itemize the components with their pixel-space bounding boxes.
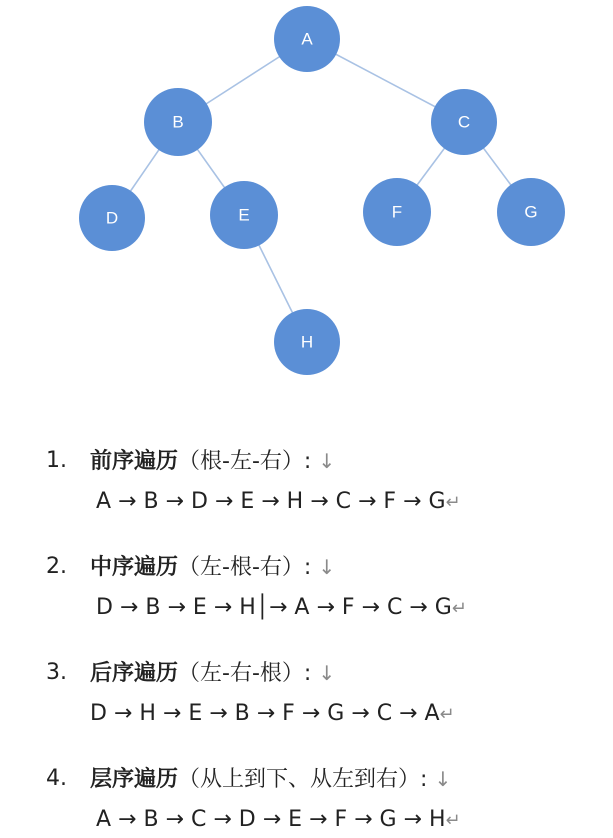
tree-node-d	[79, 185, 145, 251]
list-number: 4.	[46, 766, 67, 791]
tree-node-label: D	[105, 208, 119, 228]
traversal-heading	[90, 658, 335, 689]
traversal-sequence-line	[96, 805, 461, 836]
paragraph-mark-icon: ↵	[451, 598, 467, 619]
traversal-title: 层序遍历	[90, 767, 179, 792]
list-number: 1.	[46, 448, 67, 473]
tree-node-label: F	[391, 202, 403, 222]
tree-node-g	[497, 178, 565, 246]
tree-edges	[112, 39, 531, 342]
line-break-mark-icon: ↓	[434, 767, 452, 791]
tree-node-f	[363, 178, 431, 246]
traversal-sequence-line	[90, 699, 455, 730]
traversal-sequence: A → B → C → D → E → F → G → H	[96, 807, 446, 832]
binary-tree-diagram	[0, 0, 613, 400]
tree-nodes	[79, 6, 565, 375]
traversal-sequence-line	[96, 593, 467, 624]
tree-node-label: C	[457, 112, 471, 132]
traversal-sequence: D → H → E → B → F → G → C → A	[90, 701, 440, 726]
tree-node-label: G	[524, 202, 538, 222]
traversal-order-note: （从上到下、从左到右）:	[178, 767, 428, 792]
paragraph-mark-icon: ↵	[445, 492, 461, 513]
traversal-order-note: （左-右-根）:	[178, 661, 312, 686]
traversal-heading	[90, 552, 335, 583]
list-number: 2.	[46, 554, 67, 579]
tree-node-label: E	[238, 205, 250, 225]
tree-node-label: H	[300, 332, 314, 352]
paragraph-mark-icon: ↵	[445, 810, 461, 831]
traversal-title: 后序遍历	[90, 661, 179, 686]
tree-node-label: B	[172, 112, 184, 132]
paragraph-mark-icon: ↵	[439, 704, 455, 725]
traversal-order-note: （左-根-右）:	[178, 555, 312, 580]
line-break-mark-icon: ↓	[318, 449, 336, 473]
line-break-mark-icon: ↓	[318, 661, 336, 685]
tree-node-c	[431, 89, 497, 155]
traversal-heading	[90, 764, 451, 795]
tree-node-a	[274, 6, 340, 72]
tree-node-b	[144, 88, 212, 156]
traversal-sequence: A → B → D → E → H → C → F → G	[96, 489, 446, 514]
traversal-sequence-line	[96, 487, 461, 518]
tree-node-label: A	[301, 29, 313, 49]
traversal-title: 前序遍历	[90, 449, 179, 474]
line-break-mark-icon: ↓	[318, 555, 336, 579]
list-number: 3.	[46, 660, 67, 685]
traversal-title: 中序遍历	[90, 555, 179, 580]
traversal-order-note: （根-左-右）:	[178, 449, 312, 474]
tree-node-e	[210, 181, 278, 249]
tree-node-h	[274, 309, 340, 375]
traversal-sequence: D → B → E → H│→ A → F → C → G	[96, 595, 452, 620]
traversal-heading	[90, 446, 335, 477]
